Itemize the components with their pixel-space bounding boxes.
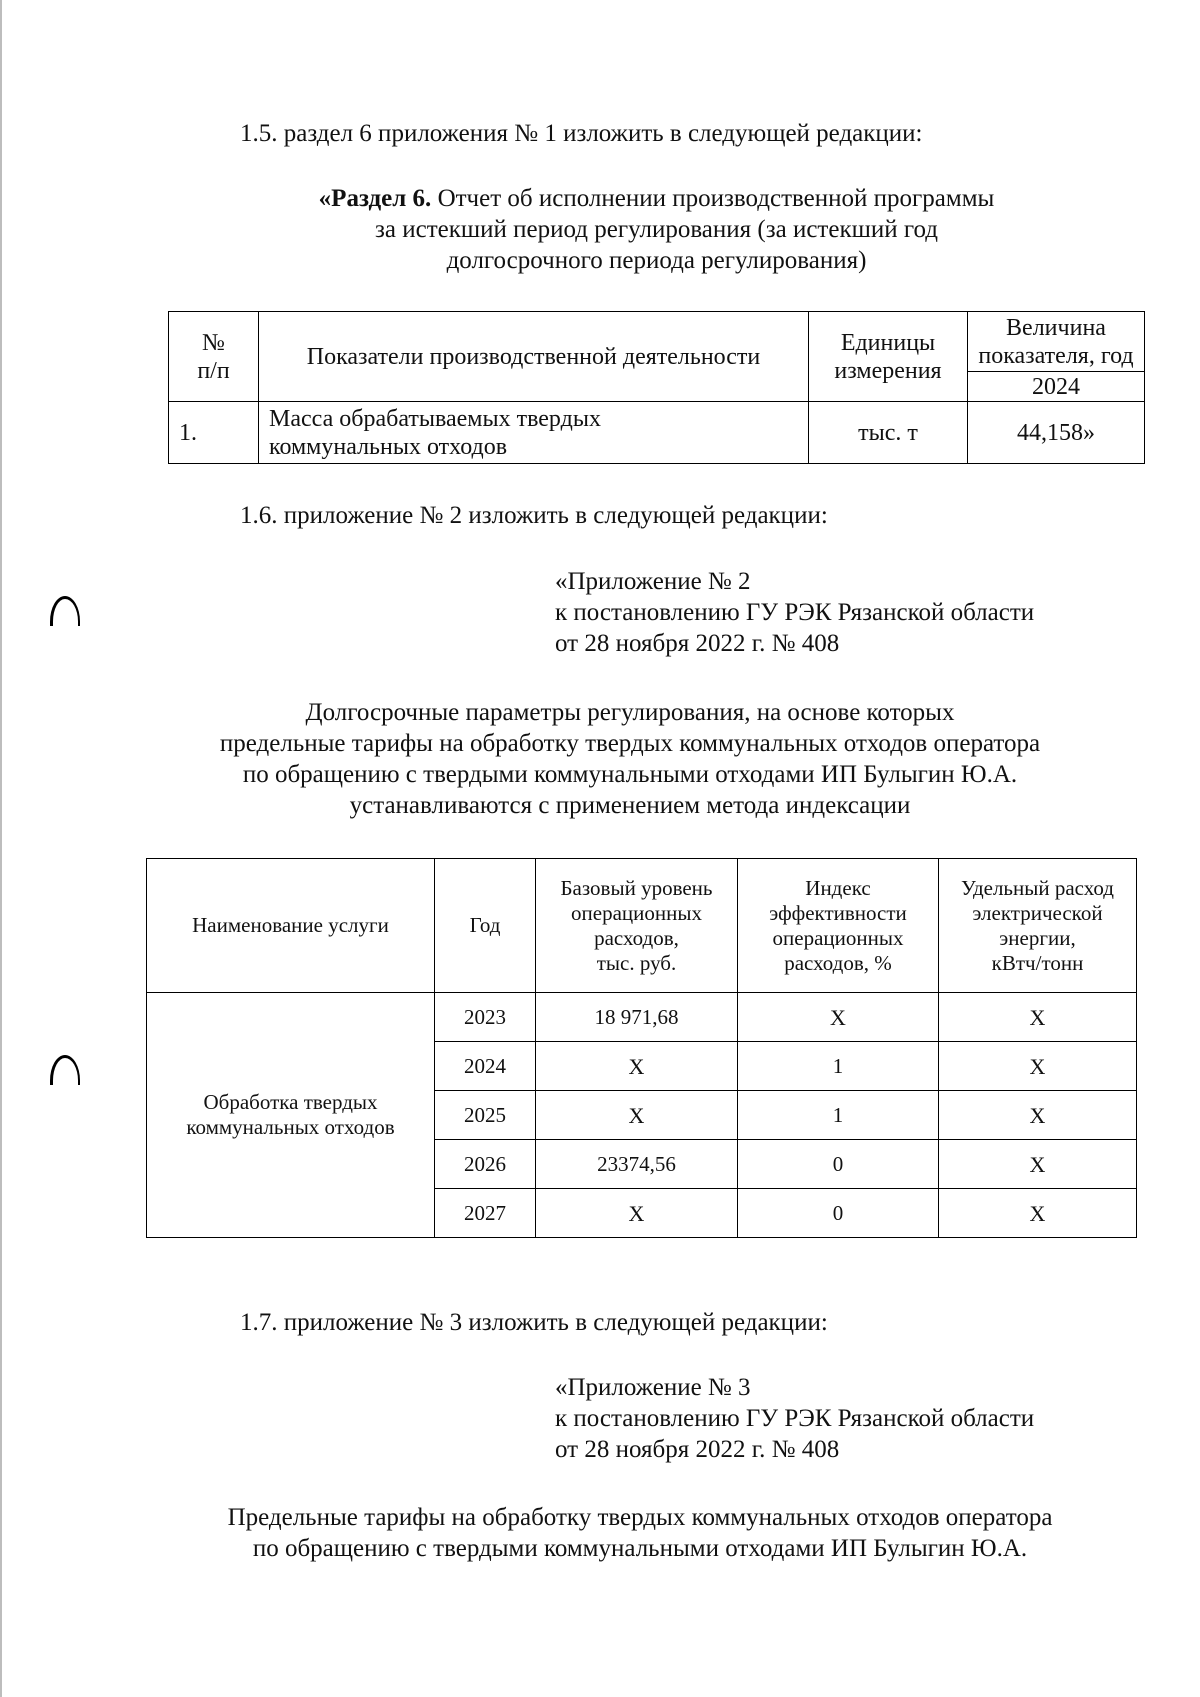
t1-row-units: тыс. т — [809, 402, 968, 464]
appendix-2-line-2: к постановлению ГУ РЭК Рязанской области — [555, 599, 1035, 626]
t2-cell-index: 0 — [738, 1189, 939, 1238]
punch-hole-mark-top — [50, 596, 80, 626]
t1-row-num: 1. — [169, 402, 259, 464]
longterm-params-table — [146, 858, 1137, 1238]
appendix-3-line-3: от 28 ноября 2022 г. № 408 — [555, 1436, 840, 1463]
appendix-2-line-1: «Приложение № 2 — [555, 568, 751, 595]
t2-cell-energy: Х — [939, 1091, 1137, 1140]
t1-header-value: Величина показателя, год — [968, 312, 1145, 372]
t2-header-base: Базовый уровень операционных расходов, тыс. руб. — [536, 859, 738, 993]
t2-cell-index: Х — [738, 993, 939, 1042]
appendix-2-line-3: от 28 ноября 2022 г. № 408 — [555, 630, 840, 657]
tariffs-title — [120, 1502, 1160, 1564]
t2-cell-year: 2024 — [435, 1042, 536, 1091]
t2-cell-energy: Х — [939, 1189, 1137, 1238]
tariffs-title-line-1: Предельные тарифы на обработку твердых коммунальных отходов оператора — [227, 1504, 1053, 1531]
t2-cell-index: 1 — [738, 1091, 939, 1140]
section-6-title — [168, 183, 1145, 276]
t2-header-year: Год — [435, 859, 536, 993]
longterm-title-line-1: Долгосрочные параметры регулирования, на основе которых — [305, 699, 955, 726]
t1-row-value: 44,158» — [968, 402, 1145, 464]
t2-cell-base: Х — [536, 1091, 738, 1140]
appendix-3-line-1: «Приложение № 3 — [555, 1374, 751, 1401]
t1-header-indicator: Показатели производственной деятельности — [259, 312, 809, 402]
t1-header-num: № п/п — [169, 312, 259, 402]
t2-cell-energy: Х — [939, 1140, 1137, 1189]
t2-cell-index: 0 — [738, 1140, 939, 1189]
t2-cell-base: 23374,56 — [536, 1140, 738, 1189]
t2-cell-year: 2026 — [435, 1140, 536, 1189]
t2-cell-base: 18 971,68 — [536, 993, 738, 1042]
t2-cell-base: Х — [536, 1042, 738, 1091]
section-6-title-line-2: за истекший период регулирования (за истекший год — [375, 216, 938, 243]
t1-header-units: Единицы измерения — [809, 312, 968, 402]
longterm-title-line-4: устанавливаются с применением метода индексации — [349, 792, 911, 819]
t2-cell-energy: Х — [939, 993, 1137, 1042]
t2-header-energy: Удельный расход электрической энергии, кВтч/тонн — [939, 859, 1137, 993]
section-6-title-line-3: долгосрочного периода регулирования) — [446, 247, 867, 274]
longterm-params-title — [130, 697, 1130, 821]
t2-header-service: Наименование услуги — [147, 859, 435, 993]
table-row — [147, 993, 1137, 1042]
t2-cell-year: 2025 — [435, 1091, 536, 1140]
t2-cell-index: 1 — [738, 1042, 939, 1091]
appendix-2-heading — [555, 566, 1034, 659]
t2-cell-year: 2027 — [435, 1189, 536, 1238]
scan-edge-line — [0, 0, 2, 1697]
punch-hole-mark-bottom — [50, 1055, 80, 1085]
t2-cell-base: Х — [536, 1189, 738, 1238]
paragraph-1-5: 1.5. раздел 6 приложения № 1 изложить в следующей редакции: — [240, 120, 923, 147]
section-6-title-line-1: «Раздел 6. Отчет об исполнении производственной программы — [318, 185, 995, 212]
t2-cell-energy: Х — [939, 1042, 1137, 1091]
t1-header-year: 2024 — [968, 372, 1145, 402]
t2-service-name: Обработка твердых коммунальных отходов — [147, 993, 435, 1238]
paragraph-1-6: 1.6. приложение № 2 изложить в следующей редакции: — [240, 502, 828, 529]
longterm-title-line-3: по обращению с твердыми коммунальными отходами ИП Булыгин Ю.А. — [242, 761, 1018, 788]
tariffs-title-line-2: по обращению с твердыми коммунальными отходами ИП Булыгин Ю.А. — [252, 1535, 1028, 1562]
appendix-3-heading — [555, 1372, 1034, 1465]
t2-header-index: Индекс эффективности операционных расходов, % — [738, 859, 939, 993]
t1-row-indicator: Масса обрабатываемых твердых коммунальных отходов — [259, 402, 809, 464]
appendix-3-line-2: к постановлению ГУ РЭК Рязанской области — [555, 1405, 1035, 1432]
t2-cell-year: 2023 — [435, 993, 536, 1042]
production-report-table — [168, 311, 1145, 464]
paragraph-1-7: 1.7. приложение № 3 изложить в следующей редакции: — [240, 1309, 828, 1336]
longterm-title-line-2: предельные тарифы на обработку твердых коммунальных отходов оператора — [219, 730, 1041, 757]
